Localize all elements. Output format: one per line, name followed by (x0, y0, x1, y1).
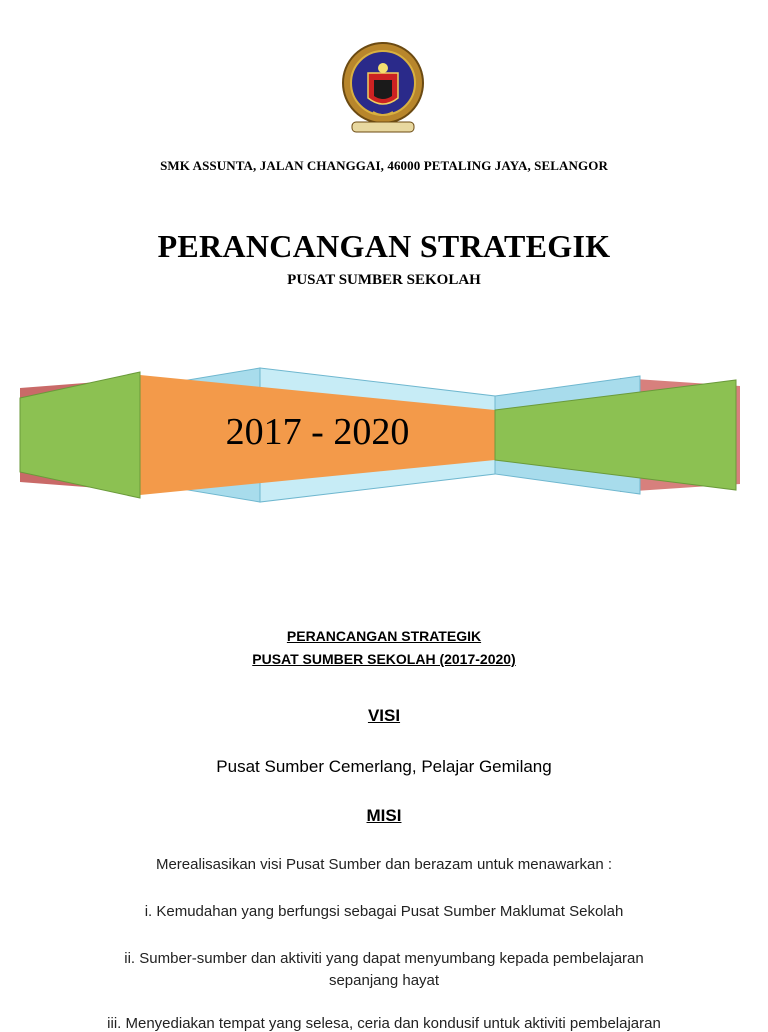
misi-item-2-line2: sepanjang hayat (328, 972, 440, 989)
school-address: SMK ASSUNTA, JALAN CHANGGAI, 46000 PETALING JAYA, SELANGOR (160, 158, 608, 173)
school-crest-logo (340, 38, 426, 136)
visi-heading: VISI (367, 706, 401, 725)
misi-item-2-line1: ii. Sumber-sumber dan aktiviti yang dapat menyumbang kepada pembelajaran (124, 950, 644, 967)
school-crest-icon (340, 38, 426, 136)
misi-heading: MISI (366, 806, 402, 825)
visi-text: Pusat Sumber Cemerlang, Pelajar Gemilang (216, 757, 552, 776)
document-heading-line2: PUSAT SUMBER SEKOLAH (2017-2020) (252, 651, 516, 667)
misi-intro: Merealisasikan visi Pusat Sumber dan berazam untuk menawarkan : (155, 856, 613, 873)
misi-item-3: iii. Menyediakan tempat yang selesa, ceria dan kondusif untuk aktiviti pembelajaran (107, 1015, 661, 1032)
year-range: 2017 - 2020 (225, 411, 410, 453)
misi-item-2 (0, 948, 768, 992)
document-heading-line1: PERANCANGAN STRATEGIK (286, 628, 482, 644)
cover-title: PERANCANGAN STRATEGIK (157, 228, 611, 264)
cover-subtitle: PUSAT SUMBER SEKOLAH (287, 272, 481, 288)
misi-item-1: i. Kemudahan yang berfungsi sebagai Pusat Sumber Maklumat Sekolah (144, 903, 624, 920)
